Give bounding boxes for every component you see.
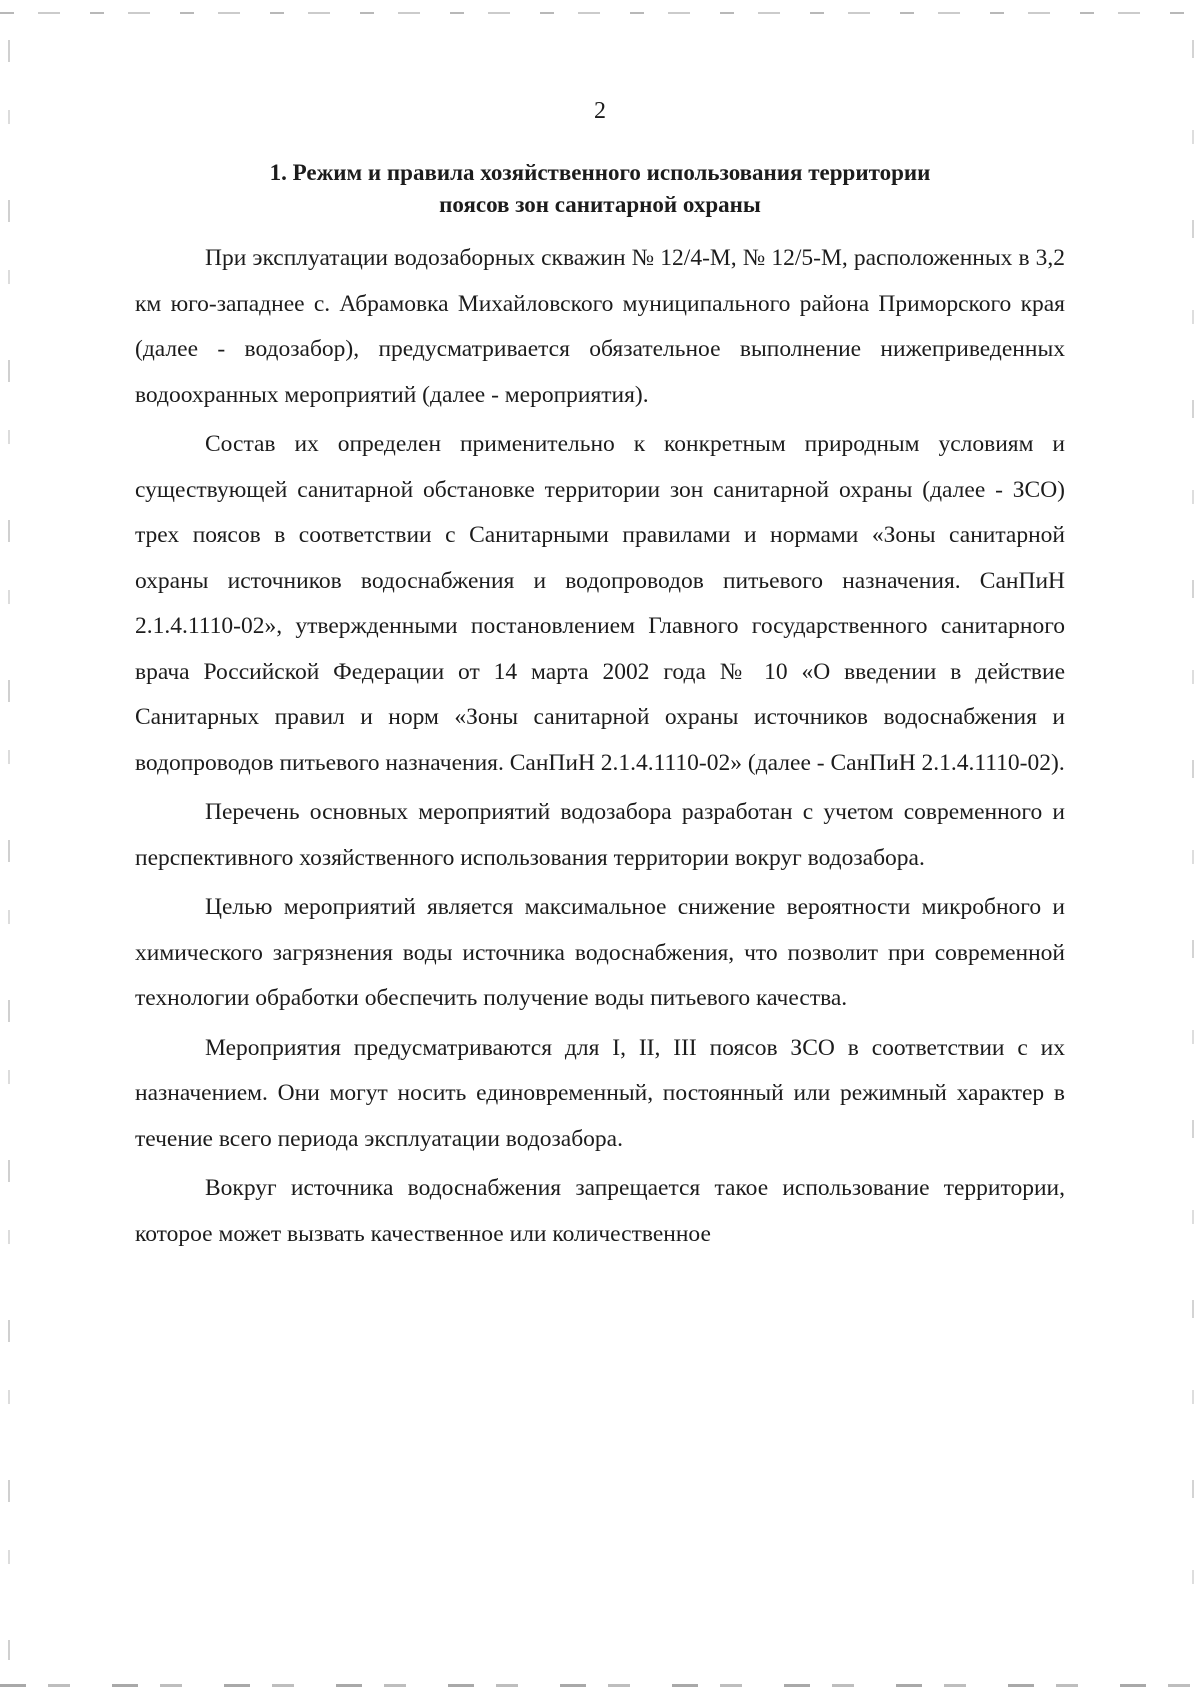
section-heading-line-2: поясов зон санитарной охраны bbox=[439, 192, 761, 217]
section-heading-line-1: 1. Режим и правила хозяйственного использования территории bbox=[269, 160, 931, 185]
scan-edge-right bbox=[1192, 40, 1194, 1660]
paragraph-5: Мероприятия предусматриваются для I, II, III поясов ЗСО в соответствии с их назначением. Они могут носить единовременный, постоянный или режимный характер в течение всего периода эксплуатации водозабора. bbox=[135, 1034, 1065, 1152]
paragraph-3: Перечень основных мероприятий водозабора разработан с учетом современного и перспективного хозяйственного использования территории вокруг водозабора. bbox=[135, 799, 1065, 871]
paragraph-2: Состав их определен применительно к конкретным природным условиям и существующей санитарной обстановке территории зон санитарной охраны (далее - ЗСО) трех поясов в соответствии с Санитарными правилами и нормами «Зоны санитарной охраны источников водоснабжения и водопроводов питьевого назначения. СанПиН 2.1.4.1110-02», утвержденными постановлением Главного государственного санитарного врача Российской Федерации от 14 марта 2002 года № 10 «О введении в действие Санитарных правил и норм «Зоны санитарной охраны источников водоснабжения и водопроводов питьевого назначения. СанПиН 2.1.4.1110-02» (далее - СанПиН 2.1.4.1110-02). bbox=[135, 431, 1065, 776]
scan-edge-left bbox=[8, 40, 10, 1660]
page-number: 2 bbox=[594, 98, 606, 124]
paragraph-6: Вокруг источника водоснабжения запрещается такое использование территории, которое может вызвать качественное или количественное bbox=[135, 1175, 1065, 1247]
body-text bbox=[135, 236, 1065, 1261]
scan-edge-top bbox=[0, 12, 1200, 14]
paragraph-1: При эксплуатации водозаборных скважин № 12/4-М, № 12/5-М, расположенных в 3,2 км юго-западнее с. Абрамовка Михайловского муниципального района Приморского края (далее - водозабор), предусматривается обязательное выполнение нижеприведенных водоохранных мероприятий (далее - мероприятия). bbox=[135, 245, 1065, 408]
scan-edge-bottom bbox=[0, 1684, 1200, 1687]
paragraph-4: Целью мероприятий является максимальное снижение вероятности микробного и химического загрязнения воды источника водоснабжения, что позволит при современной технологии обработки обеспечить получение воды питьевого качества. bbox=[135, 894, 1065, 1011]
section-heading bbox=[135, 157, 1065, 221]
